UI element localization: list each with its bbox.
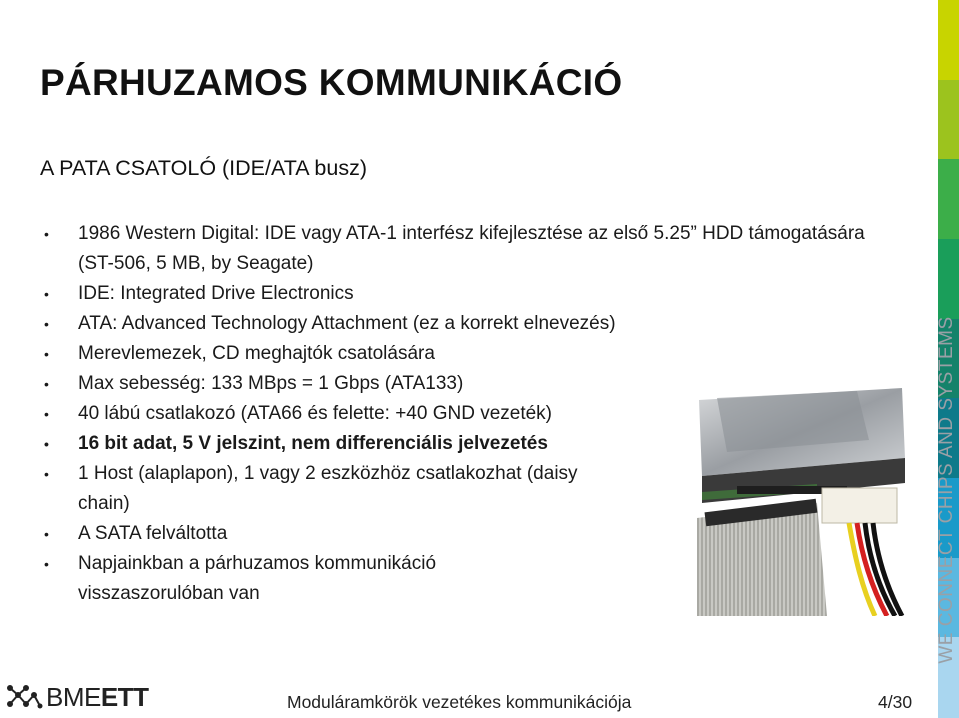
slide-title: PÁRHUZAMOS KOMMUNIKÁCIÓ	[40, 62, 623, 103]
logo-mark-icon	[4, 682, 44, 712]
list-item: • ATA: Advanced Technology Attachment (ez a korrekt elnevezés)	[40, 309, 900, 339]
page-number: 4/30	[878, 692, 913, 712]
list-item: • IDE: Integrated Drive Electronics	[40, 279, 900, 309]
list-item: • A SATA felváltotta	[40, 519, 578, 549]
bullet-icon: •	[44, 526, 49, 542]
list-item: • Merevlemezek, CD meghajtók csatolására	[40, 339, 900, 369]
bullet-icon: •	[44, 436, 49, 452]
logo-text-light: BME	[46, 681, 101, 712]
bullet-icon: •	[44, 346, 49, 362]
bullet-icon: •	[44, 556, 49, 572]
bullet-icon: •	[44, 226, 49, 242]
slogan-vertical: WE CONNECT CHIPS AND SYSTEMS	[936, 316, 957, 664]
list-item: • 1986 Western Digital: IDE vagy ATA-1 interfész kifejlesztése az első 5.25” HDD támogatására (ST-506, 5 MB, by Seagate)	[40, 219, 900, 279]
ide-hdd-photo	[697, 388, 907, 616]
bullet-icon: •	[44, 316, 49, 332]
color-segment	[938, 159, 959, 240]
color-segment	[938, 239, 959, 320]
list-item: • 40 lábú csatlakozó (ATA66 és felette: +40 GND vezeték)	[40, 399, 900, 429]
bullet-icon: •	[44, 406, 49, 422]
list-item: • 16 bit adat, 5 V jelszint, nem differenciális jelvezetés	[40, 429, 900, 459]
color-segment	[938, 0, 959, 81]
footer-course-title: Moduláramkörök vezetékes kommunikációja	[287, 692, 632, 712]
list-item: • Napjainkban a párhuzamos kommunikáció visszaszorulóban van	[40, 549, 578, 609]
color-segment	[938, 80, 959, 161]
bmeett-logo	[4, 680, 148, 714]
list-item: • Max sebesség: 133 MBps = 1 Gbps (ATA133)	[40, 369, 900, 399]
slide-subtitle: A PATA CSATOLÓ (IDE/ATA busz)	[40, 156, 367, 180]
logo-text-bold: ETT	[100, 681, 149, 712]
list-item: • 1 Host (alaplapon), 1 vagy 2 eszközhöz csatlakozhat (daisy chain)	[40, 459, 578, 519]
bullet-icon: •	[44, 286, 49, 302]
bullet-icon: •	[44, 376, 49, 392]
bullet-icon: •	[44, 466, 49, 482]
